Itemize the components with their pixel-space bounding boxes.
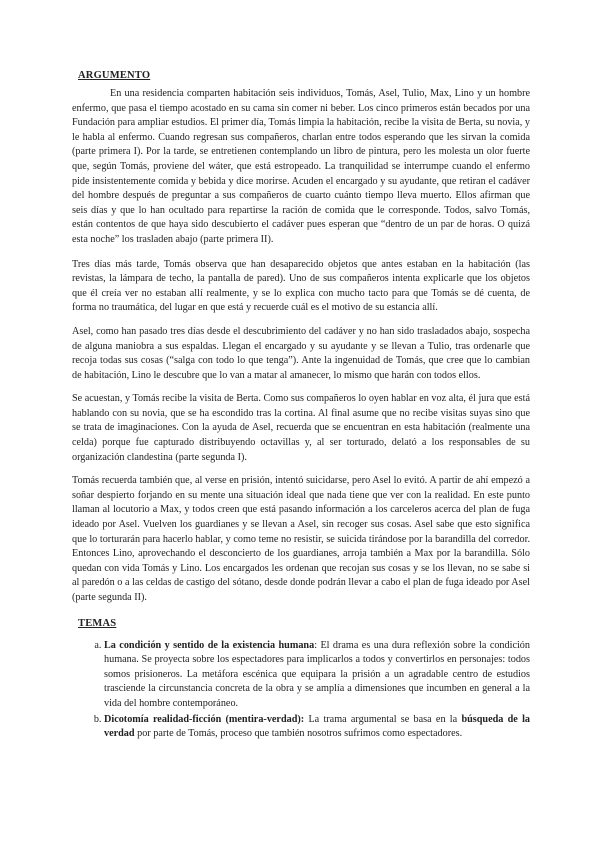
argumento-heading: ARGUMENTO xyxy=(78,70,151,81)
argumento-paragraph-1: En una residencia comparten habitación seis individuos, Tomás, Asel, Tulio, Max, Lino y un hombre enfermo, que pasa el tiempo acostado en su cama sin comer ni beber. Los cinco primeros están becados por una Fundación para ampliar estudios. El primer día, Tomás limpia la habitación, recibe la visita de Berta, su novia, y le habla al enfermo. Cuando regresan sus compañeros, charlan entre todos esperando que les sirvan la comida (parte primera I). Por la tarde, se entretienen contemplando un libro de pintura, pero les molesta un olor fuerte que, según Tomás, proviene del wáter, que está estropeado. La tranquilidad se interrumpe cuando el enfermo pide insistentemente comida y bebida y dice morirse. Acuden el encargado y su ayudante, que retiran el cadáver del hombre después de preguntar a sus compañeros de cuarto cuánto tiempo lleva muerto. Ellos afirman que seis días y que lo han ocultado para repartirse la ración de comida que le corresponde. Todos, salvo Tomás, están contentos de que haya sido descubierto el cadáver pues esperan que “dentro de un par de horas. O quizá esta noche” los trasladen abajo (parte primera II). xyxy=(72,88,530,245)
temas-heading: TEMAS xyxy=(78,617,117,629)
argumento-paragraph-4: Se acuestan, y Tomás recibe la visita de Berta. Como sus compañeros lo oyen hablar en voz alta, él jura que está hablando con su novia, que se ha escondido tras la cortina. Al final asume que no recibe visitas suyas sino que se trata de imaginaciones. Con la ayuda de Asel, recuerda que se encuentran en esta habitación (realmente una celda) porque fue capturado distribuyendo octavillas y, al ser torturado, delató a los responsables de su organización clandestina (parte segunda I). xyxy=(72,393,530,463)
argumento-paragraph-2: Tres días más tarde, Tomás observa que han desaparecido objetos que antes estaban en la habitación (las revistas, la lámpara de techo, la pantalla de pared). Uno de sus compañeros intenta explicarle que los objetos que él creía ver no estaban allí realmente, y se lo explica con mucho tacto para que Tomás se dé cuenta, de forma no traumática, del lugar en que está y recuerde cuál es el motivo de su estancia allí. xyxy=(72,258,530,314)
tema-b-bold-phrase: búsqueda de la verdad xyxy=(104,713,530,740)
tema-b-title: Dicotomía realidad-ficción (mentira-verdad): xyxy=(104,713,305,725)
tema-a-title: La condición y sentido de la existencia humana xyxy=(104,639,315,651)
tema-b-text-end: por parte de Tomás, proceso que también nosotros sufrimos como espectadores. xyxy=(134,728,463,740)
tema-a-text: : El drama es una dura reflexión sobre la condición humana. Se proyecta sobre los espectadores para implicarlos a todos y convertirlos en personajes: todos somos prisioneros. La metáfora escénica que equipara la prisión a un agradable centro de estudios trasciende la circunstancia concreta de la obra y se amplía a dimensiones que incumben en general a la vida del hombre contemporáneo. xyxy=(104,639,530,709)
tema-b-text: La trama argumental se basa en la xyxy=(304,713,462,725)
argumento-paragraph-5: Tomás recuerda también que, al verse en prisión, intentó suicidarse, pero Asel lo evitó. A partir de ahí empezó a soñar despierto forjando en su mente una situación ideal que nada tiene que ver con la realidad. En este punto llaman al locutorio a Max, y todos creen que está pasando información a los carceleros acerca del plan de fuga ideado por Asel. Vuelven los guardianes y se llevan a Asel, sin recoger sus cosas. Asel sabe que esto significa que lo torturarán para hacerlo hablar, y como teme no resistir, se suicida tirándose por la barandilla del corredor. Entonces Lino, aprovechando el desconcierto de los guardianes, arroja también a Max por la barandilla. Sólo quedan con vida Tomás y Lino. Los encargados les ordenan que recojan sus cosas y se los llevan, no se sabe si al paredón o a las celdas de castigo del sótano, desde donde podrán llevar a cabo el plan de fuga ideado por Asel (parte segunda II). xyxy=(72,475,530,603)
argumento-paragraph-3: Asel, como han pasado tres días desde el descubrimiento del cadáver y no han sido trasladados abajo, sospecha de alguna maniobra a sus espaldas. Llegan el encargado y su ayudante y se llevan a Tulio, tras ordenarle que recoja todas sus cosas (“salga con todo lo que tenga”). Ante la ingenuidad de Tomás, que cree que lo cambian de habitación, Lino le descubre que lo van a matar al amanecer, lo mismo que harán con todos ellos. xyxy=(72,325,530,381)
tema-item-b xyxy=(104,713,530,742)
temas-list xyxy=(72,639,530,742)
tema-item-a xyxy=(104,639,530,712)
